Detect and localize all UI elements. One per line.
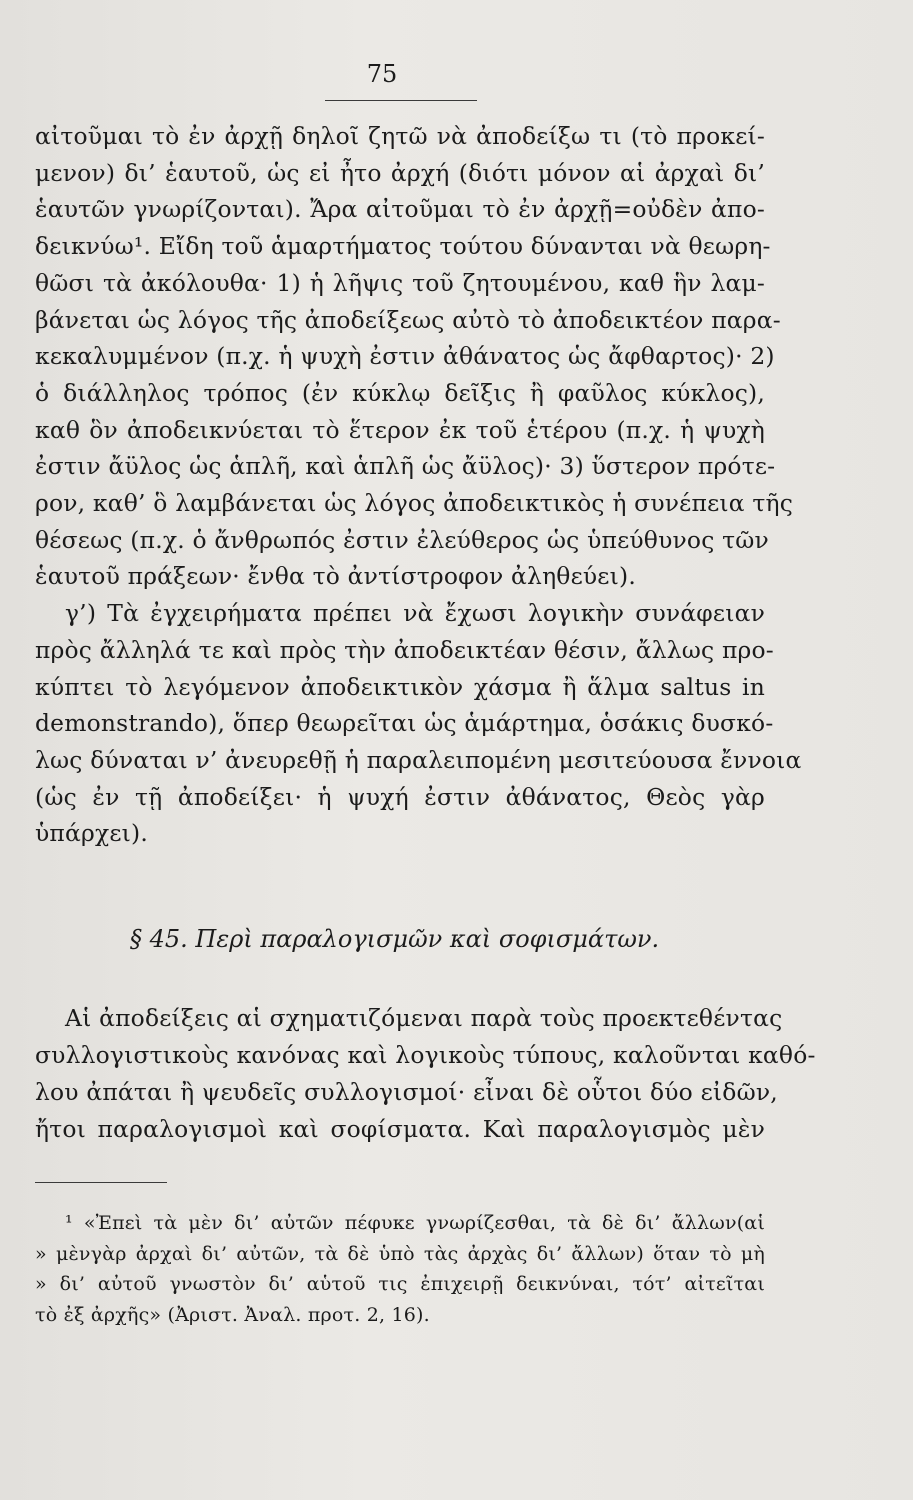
- footnote-line: » μὲνγὰρ ἀρχαὶ δι’ αὐτῶν, τὰ δὲ ὑπὸ τὰς ἀρχὰς δι’ ἄλλων) ὅταν τὸ μὴ: [35, 1242, 765, 1265]
- text-line: ἐστιν ἄϋλος ὡς ἁπλῆ, καὶ ἁπλῆ ὡς ἄϋλος)· 3) ὕστερον πρότε-: [35, 452, 776, 481]
- text-line: δεικνύω¹. Εἴδη τοῦ ἁμαρτήματος τούτου δύνανται νὰ θεωρη-: [35, 232, 771, 261]
- text-line: ἤτοι παραλογισμοὶ καὶ σοφίσματα. Καὶ παραλογισμὸς μὲν: [35, 1115, 765, 1143]
- header-rule: [325, 100, 477, 101]
- text-line: αἰτοῦμαι τὸ ἐν ἀρχῇ δηλοῖ ζητῶ νὰ ἀποδείξω τι (τὸ προκεί-: [35, 122, 765, 150]
- text-line: συλλογιστικοὺς κανόνας καὶ λογικοὺς τύπους, καλοῦνται καθό-: [35, 1041, 816, 1069]
- section-paragraph: [35, 1000, 816, 1148]
- main-text: [35, 118, 802, 852]
- text-line: κύπτει τὸ λεγόμενον ἀποδεικτικὸν χάσμα ἢ ἅλμα saltus in: [35, 672, 765, 701]
- footnote-rule: [35, 1182, 167, 1183]
- footnote-line: τὸ ἐξ ἀρχῆς» (Ἀριστ. Ἀναλ. προτ. 2, 16).: [35, 1303, 430, 1326]
- text-line: θῶσι τὰ ἀκόλουθα· 1) ἡ λῆψις τοῦ ζητουμένου, καθ ἣν λαμ-: [35, 268, 765, 297]
- text-line: κεκαλυμμένον (π.χ. ἡ ψυχὴ ἐστιν ἀθάνατος ὡς ἄφθαρτος)· 2): [35, 342, 775, 371]
- text-line: θέσεως (π.χ. ὁ ἄνθρωπός ἐστιν ἐλεύθερος ὡς ὑπεύθυνος τῶν: [35, 525, 769, 554]
- text-line: γ’) Τὰ ἐγχειρήματα πρέπει νὰ ἔχωσι λογικὴν συνάφειαν: [65, 599, 765, 628]
- footnote-line: ¹ «Ἐπεὶ τὰ μὲν δι’ αὐτῶν πέφυκε γνωρίζεσθαι, τὰ δὲ δι’ ἄλλων(αἱ: [65, 1212, 765, 1234]
- text-line: λως δύναται ν’ ἀνευρεθῇ ἡ παραλειπομένη μεσιτεύουσα ἔννοια: [35, 745, 802, 774]
- text-line: λου ἀπάται ἢ ψευδεῖς συλλογισμοί· εἶναι δὲ οὗτοι δύο εἰδῶν,: [35, 1078, 778, 1106]
- footnote-line: » δι’ αὐτοῦ γνωστὸν δι’ αὑτοῦ τις ἐπιχειρῇ δεικνύναι, τότ’ αἰτεῖται: [35, 1273, 765, 1295]
- text-line: πρὸς ἄλληλά τε καὶ πρὸς τὴν ἀποδεικτέαν θέσιν, ἄλλως προ-: [35, 635, 774, 664]
- footnote: [35, 1208, 765, 1330]
- text-line: demonstrando), ὅπερ θεωρεῖται ὡς ἁμάρτημα, ὁσάκις δυσκό-: [35, 709, 774, 738]
- text-line: ὁ διάλληλος τρόπος (ἐν κύκλῳ δεῖξις ἢ φαῦλος κύκλος),: [35, 378, 765, 407]
- text-line: καθ ὃν ἀποδεικνύεται τὸ ἕτερον ἐκ τοῦ ἑτέρου (π.χ. ἡ ψυχὴ: [35, 415, 765, 444]
- text-line: ρον, καθ’ ὃ λαμβάνεται ὡς λόγος ἀποδεικτικὸς ἡ συνέπεια τῆς: [35, 489, 794, 518]
- text-line: ὑπάρχει).: [35, 819, 148, 848]
- text-line: ἑαυτῶν γνωρίζονται). Ἄρα αἰτοῦμαι τὸ ἐν ἀρχῇ=οὐδὲν ἀπο-: [35, 195, 765, 224]
- section-heading: § 45. Περὶ παραλογισμῶν καὶ σοφισμάτων.: [130, 925, 660, 953]
- text-line: βάνεται ὡς λόγος τῆς ἀποδείξεως αὐτὸ τὸ ἀποδεικτέον παρα-: [35, 305, 781, 334]
- text-line: Αἱ ἀποδείξεις αἱ σχηματιζόμεναι παρὰ τοὺς προεκτεθέντας: [65, 1004, 783, 1032]
- text-line: μενον) δι’ ἑαυτοῦ, ὡς εἰ ἦτο ἀρχή (διότι μόνον αἱ ἀρχαὶ δι’: [35, 158, 765, 187]
- text-line: ἑαυτοῦ πράξεων· ἔνθα τὸ ἀντίστροφον ἀληθεύει).: [35, 562, 636, 591]
- text-line: (ὡς ἐν τῇ ἀποδείξει· ἡ ψυχή ἐστιν ἀθάνατος, Θεὸς γὰρ: [35, 782, 765, 811]
- page-number: 75: [366, 60, 398, 88]
